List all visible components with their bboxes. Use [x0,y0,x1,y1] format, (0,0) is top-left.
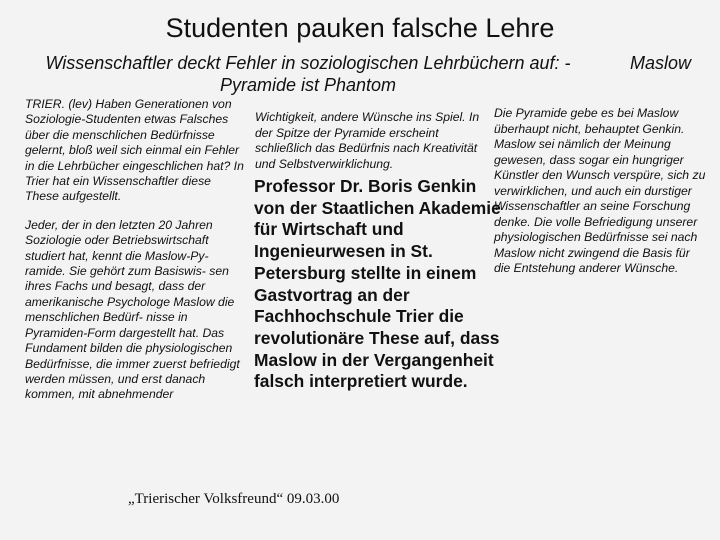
column2-small-text: Wichtigkeit, andere Wünsche ins Spiel. In der Spitze der Pyramide erscheint schließlich das Bedürfnis nach Kreativität und Selbstverwirklichung. [255,110,480,171]
column1-paragraph-1: TRIER. (lev) Haben Generationen von Soziologie-Studenten etwas Falsches über die menschlichen Bedürfnisse gelernt, bloß weil sich einmal ein Fehler in die Lehrbücher eingeschlichen hat? In Trier hat ein Wissenschaftler diese These aufgestellt. [25,97,244,204]
page-title: Studenten pauken falsche Lehre [165,13,555,43]
column2-highlight-text: Professor Dr. Boris Genkin von der Staatlichen Akademie für Wirtschaft und Ingenieurwesen in St. Petersburg stellte in einem Gastvortrag an der Fachhochschule Trier die revolutionäre These auf, dass Maslow in der Vergangenheit falsch interpretiert wurde. [254,176,501,392]
subtitle-right: Maslow [630,53,692,73]
article-column-1 [25,97,247,403]
article-column-3: Die Pyramide gebe es bei Maslow überhaupt nicht, behauptet Genkin. Maslow sei nämlich der Meinung gewesen, dass sogar ein hungriger Künstler den Wunsch verspüre, sich zu verwirklichen, und auch ein durstiger Wissenschaftler an seine Forschung denke. Die volle Befriedigung unserer physiologischen Bedürfnisse sei nach Maslow nicht zwingend die Basis für die Entstehung anderer Wünsche. [494,106,706,275]
column1-paragraph-2: Jeder, der in den letzten 20 Jahren Soziologie oder Betriebswirtschaft studiert hat, kennt die Maslow-Py- ramide. Sie gehört zum Basiswis- sen ihres Fachs und besagt, dass der amerikanische Psychologe Maslow die menschlichen Bedürf- nisse in Pyramiden-Form dargestellt hat. Das Fundament bilden die physiologischen Bedürfnisse, die immer zuerst befriedigt werden müssen, und erst danach kommen, mit abnehmender [25,217,240,402]
subtitle: Wissenschaftler deckt Fehler in soziologischen Lehrbüchern auf: -Pyramide ist Phantom [45,53,571,95]
source-citation: „Trierischer Volksfreund“ 09.03.00 [128,491,340,507]
